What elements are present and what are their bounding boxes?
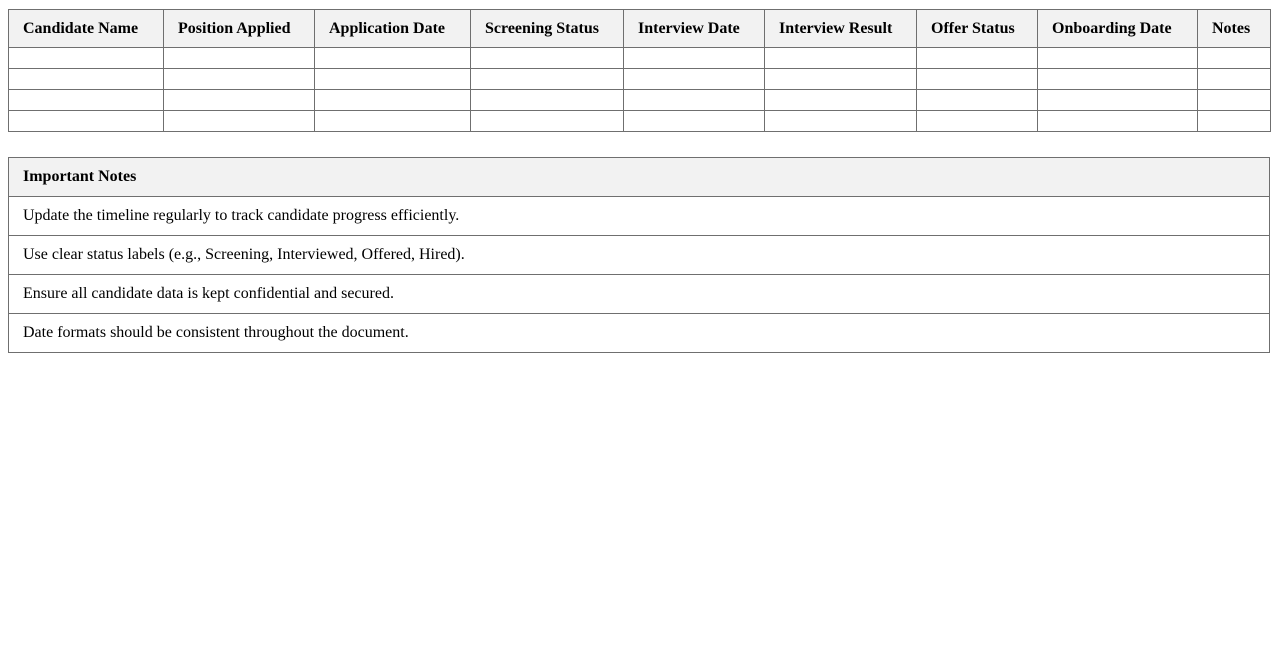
table-cell[interactable] (917, 111, 1038, 132)
table-cell[interactable] (164, 111, 315, 132)
table-cell[interactable] (9, 48, 164, 69)
notes-row (9, 275, 1270, 314)
table-row (9, 111, 1271, 132)
table-cell[interactable] (164, 90, 315, 111)
table-cell[interactable] (1198, 111, 1271, 132)
table-row (9, 69, 1271, 90)
table-cell[interactable] (624, 69, 765, 90)
table-cell[interactable] (315, 48, 471, 69)
table-cell[interactable] (471, 69, 624, 90)
table-cell[interactable] (471, 48, 624, 69)
table-cell[interactable] (624, 90, 765, 111)
table-cell[interactable] (624, 111, 765, 132)
table-row (9, 90, 1271, 111)
table-cell[interactable] (765, 48, 917, 69)
table-cell[interactable] (1038, 69, 1198, 90)
table-cell[interactable] (471, 90, 624, 111)
column-header-position-applied: Position Applied (164, 10, 315, 48)
table-cell[interactable] (9, 69, 164, 90)
table-cell[interactable] (164, 48, 315, 69)
column-header-notes: Notes (1198, 10, 1271, 48)
table-cell[interactable] (9, 90, 164, 111)
table-cell[interactable] (1198, 69, 1271, 90)
table-cell[interactable] (1038, 111, 1198, 132)
table-cell[interactable] (765, 111, 917, 132)
note-item: Date formats should be consistent throughout the document. (9, 314, 1270, 353)
candidate-tracker-table (8, 9, 1271, 132)
table-cell[interactable] (1198, 90, 1271, 111)
table-cell[interactable] (164, 69, 315, 90)
table-cell[interactable] (917, 69, 1038, 90)
column-header-onboarding-date: Onboarding Date (1038, 10, 1198, 48)
table-cell[interactable] (1198, 48, 1271, 69)
table-cell[interactable] (471, 111, 624, 132)
notes-header-row (9, 158, 1270, 197)
column-header-screening-status: Screening Status (471, 10, 624, 48)
table-cell[interactable] (315, 111, 471, 132)
table-cell[interactable] (765, 69, 917, 90)
column-header-interview-date: Interview Date (624, 10, 765, 48)
table-cell[interactable] (315, 69, 471, 90)
notes-row (9, 197, 1270, 236)
note-item: Update the timeline regularly to track candidate progress efficiently. (9, 197, 1270, 236)
table-cell[interactable] (1038, 48, 1198, 69)
note-item: Use clear status labels (e.g., Screening, Interviewed, Offered, Hired). (9, 236, 1270, 275)
table-cell[interactable] (917, 90, 1038, 111)
note-item: Ensure all candidate data is kept confidential and secured. (9, 275, 1270, 314)
table-header-row (9, 10, 1271, 48)
important-notes-table (8, 157, 1270, 353)
column-header-offer-status: Offer Status (917, 10, 1038, 48)
table-cell[interactable] (917, 48, 1038, 69)
notes-row (9, 236, 1270, 275)
table-row (9, 48, 1271, 69)
table-cell[interactable] (315, 90, 471, 111)
notes-heading: Important Notes (9, 158, 1270, 197)
column-header-interview-result: Interview Result (765, 10, 917, 48)
table-cell[interactable] (765, 90, 917, 111)
notes-row (9, 314, 1270, 353)
table-cell[interactable] (624, 48, 765, 69)
table-cell[interactable] (1038, 90, 1198, 111)
document-page (8, 9, 1270, 353)
table-cell[interactable] (9, 111, 164, 132)
column-header-candidate-name: Candidate Name (9, 10, 164, 48)
column-header-application-date: Application Date (315, 10, 471, 48)
